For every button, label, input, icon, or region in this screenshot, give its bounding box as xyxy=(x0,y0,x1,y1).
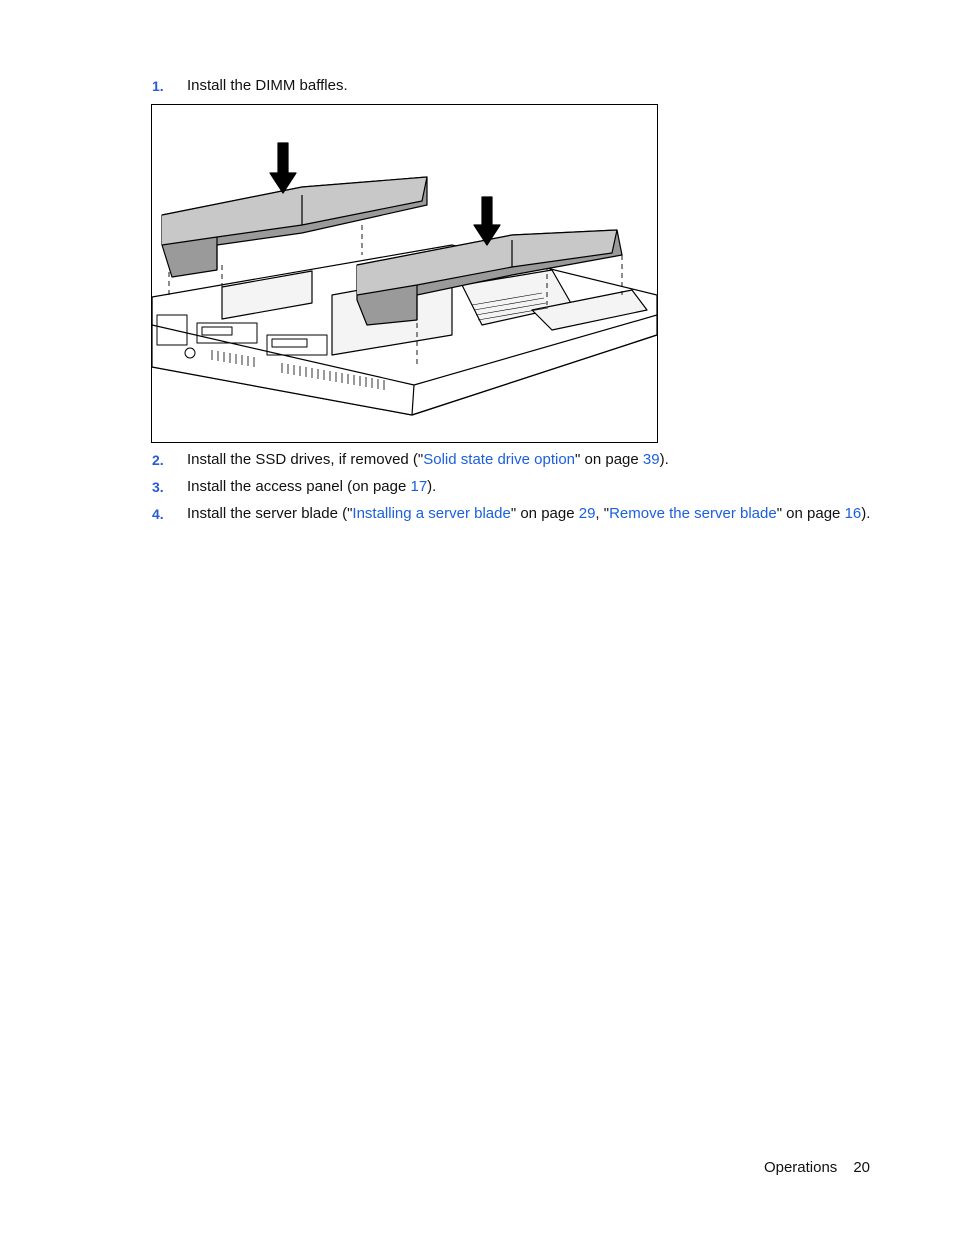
link-solid-state-drive-option[interactable]: Solid state drive option xyxy=(423,451,576,468)
step-text-part: ). xyxy=(659,451,669,468)
step-text xyxy=(187,450,872,470)
step-text-part: Install the SSD drives, if removed (" xyxy=(187,451,424,468)
step-text-part: , " xyxy=(595,505,610,522)
footer-section: Operations xyxy=(763,1159,838,1176)
link-page-17[interactable]: 17 xyxy=(410,478,428,495)
step-text xyxy=(187,477,872,497)
step-number: 4. xyxy=(152,506,164,522)
link-page-39[interactable]: 39 xyxy=(642,451,660,468)
link-page-16[interactable]: 16 xyxy=(844,505,862,522)
link-installing-a-server-blade[interactable]: Installing a server blade xyxy=(352,505,511,522)
step-text xyxy=(187,504,872,524)
step-text-part: Install the server blade (" xyxy=(187,505,353,522)
step-number: 2. xyxy=(152,452,164,468)
step-text-part: " on page xyxy=(510,505,579,522)
step-number: 1. xyxy=(152,78,164,94)
link-page-29[interactable]: 29 xyxy=(578,505,596,522)
step-text-part: ). xyxy=(861,505,871,522)
step-number: 3. xyxy=(152,479,164,495)
step-text-part: Install the access panel (on page xyxy=(187,478,411,495)
dimm-baffle-illustration xyxy=(151,104,658,443)
step-text-part: " on page xyxy=(776,505,845,522)
step-text: Install the DIMM baffles. xyxy=(187,77,348,94)
step-text-part: " on page xyxy=(575,451,643,468)
footer-page-number: 20 xyxy=(853,1159,870,1176)
page-footer xyxy=(700,1158,870,1178)
link-remove-the-server-blade[interactable]: Remove the server blade xyxy=(609,505,777,522)
step-text-part: ). xyxy=(427,478,437,495)
